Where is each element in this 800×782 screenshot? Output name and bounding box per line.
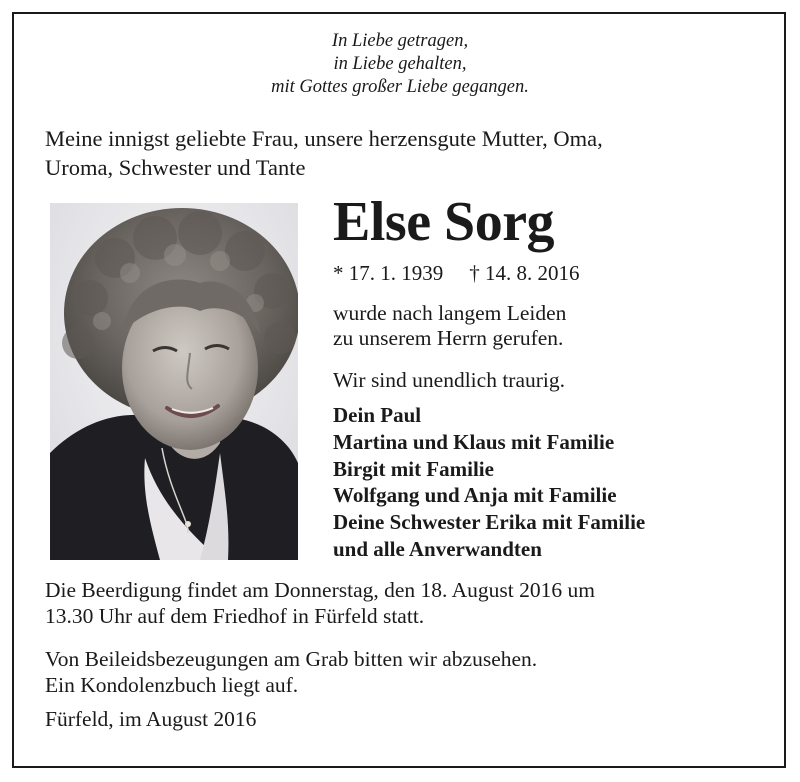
motto-line: in Liebe gehalten, — [333, 54, 467, 74]
place-date-signoff: Fürfeld, im August 2016 — [45, 707, 257, 731]
sorrow-text: Wir sind unendlich traurig. — [333, 368, 565, 392]
condolence-line: Ein Kondolenzbuch liegt auf. — [45, 672, 299, 697]
intro-text — [45, 124, 760, 182]
mourner-entry: Birgit mit Familie — [333, 456, 494, 481]
motto — [0, 30, 800, 99]
portrait-illustration — [50, 203, 298, 560]
motto-line: mit Gottes großer Liebe gegangen. — [271, 77, 529, 97]
portrait-photo — [50, 203, 298, 560]
funeral-info — [45, 578, 765, 629]
life-dates — [333, 261, 580, 285]
condolence-info — [45, 647, 765, 698]
mourners-list — [333, 402, 645, 563]
condolence-line: Von Beileidsbezeugungen am Grab bitten wir abzusehen. — [45, 647, 538, 671]
deceased-name: Else Sorg — [333, 191, 555, 253]
intro-line: Uroma, Schwester und Tante — [45, 155, 306, 180]
passing-line: zu unserem Herrn gerufen. — [333, 326, 564, 350]
motto-line: In Liebe getragen, — [331, 31, 469, 51]
birth-date: * 17. 1. 1939 — [333, 261, 444, 285]
passing-text — [333, 301, 566, 351]
passing-line: wurde nach langem Leiden — [333, 301, 567, 325]
death-date: † 14. 8. 2016 — [469, 261, 580, 285]
mourner-entry: Dein Paul — [333, 403, 422, 427]
intro-line: Meine innigst geliebte Frau, unsere herzensgute Mutter, Oma, — [45, 126, 603, 151]
mourner-entry: Deine Schwester Erika mit Familie — [333, 510, 646, 535]
mourner-entry: Martina und Klaus mit Familie — [333, 429, 615, 454]
funeral-line: 13.30 Uhr auf dem Friedhof in Fürfeld statt. — [45, 603, 425, 628]
mourner-entry: Wolfgang und Anja mit Familie — [333, 483, 617, 508]
mourner-entry: und alle Anverwandten — [333, 536, 542, 561]
funeral-line: Die Beerdigung findet am Donnerstag, den 18. August 2016 um — [45, 578, 595, 602]
